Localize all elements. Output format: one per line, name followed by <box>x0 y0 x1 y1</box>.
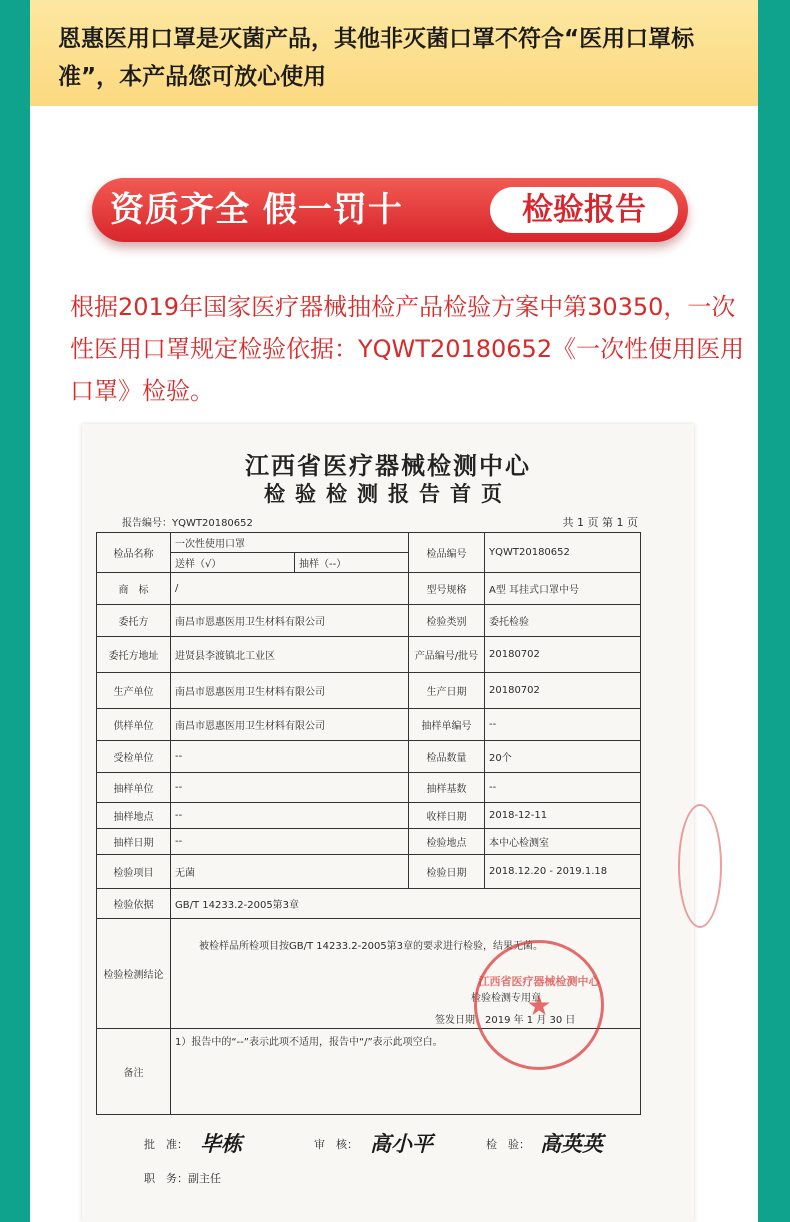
table-cell: 检验日期 <box>409 855 485 889</box>
table-cell: 检品名称 <box>97 533 171 573</box>
table-cell: -- <box>485 773 641 803</box>
inspect-signature: 高英英 <box>540 1131 603 1156</box>
table-cell: 委托方 <box>97 605 171 637</box>
review-label: 审 核： <box>314 1138 358 1151</box>
section-title-tag: 检验报告 <box>490 187 678 233</box>
table-cell: 收样日期 <box>409 803 485 829</box>
notice-banner <box>30 0 758 106</box>
table-cell: 抽样单编号 <box>409 709 485 741</box>
table-cell: -- <box>171 829 409 855</box>
table-cell: 送样（√） <box>171 553 295 573</box>
table-cell: 20180702 <box>485 673 641 709</box>
table-cell: YQWT20180652 <box>485 533 641 573</box>
table-cell: 抽样地点 <box>97 803 171 829</box>
table-cell: 型号规格 <box>409 573 485 605</box>
table-cell: 无菌 <box>171 855 409 889</box>
table-cell: 产品编号/批号 <box>409 637 485 673</box>
table-cell: 检验类别 <box>409 605 485 637</box>
signature-row <box>82 1126 694 1166</box>
report-title-org: 江西省医疗器械检测中心 <box>245 451 531 480</box>
table-cell: 一次性使用口罩 <box>171 533 409 553</box>
table-cell: 生产单位 <box>97 673 171 709</box>
edge-seal-icon <box>678 804 722 928</box>
table-cell: 检验依据 <box>97 889 171 919</box>
table-cell: 20个 <box>485 741 641 773</box>
table-cell: GB/T 14233.2-2005第3章 <box>171 889 641 919</box>
table-cell: 2018-12-11 <box>485 803 641 829</box>
review-signature: 高小平 <box>370 1131 433 1156</box>
seal-label: 检验检测专用章 <box>471 993 541 1004</box>
conclusion-text: 被检样品所检项目按GB/T 14233.2-2005第3章的要求进行检验，结果无菌。 <box>199 941 544 952</box>
table-cell: 南昌市恩惠医用卫生材料有限公司 <box>171 673 409 709</box>
table-cell: 南昌市恩惠医用卫生材料有限公司 <box>171 709 409 741</box>
table-cell: 备注 <box>97 1029 171 1115</box>
table-cell: 南昌市恩惠医用卫生材料有限公司 <box>171 605 409 637</box>
issue-date: 签发日期 2019 年 1 月 30 日 <box>435 1015 576 1026</box>
table-cell: 抽样基数 <box>409 773 485 803</box>
table-cell: 检验项目 <box>97 855 171 889</box>
table-cell: 供样单位 <box>97 709 171 741</box>
table-cell: 检品编号 <box>409 533 485 573</box>
approve-label: 批 准： <box>144 1138 188 1151</box>
table-cell: / <box>171 573 409 605</box>
inspection-description: 根据2019年国家医疗器械抽检产品检验方案中第30350，一次性医用口罩规定检验依据：YQWT20180652《一次性使用医用口罩》检验。 <box>70 293 745 405</box>
section-title <box>92 178 688 242</box>
page-info: 共 1 页 第 1 页 <box>562 516 638 529</box>
table-cell: 受检单位 <box>97 741 171 773</box>
table-cell: 委托检验 <box>485 605 641 637</box>
table-cell: 检验地点 <box>409 829 485 855</box>
table-cell: -- <box>485 709 641 741</box>
notice-text: 恩惠医用口罩是灭菌产品，其他非灭菌口罩不符合“医用口罩标准”，本产品您可放心使用 <box>58 26 695 90</box>
report-title-doc: 检验检测报告首页 <box>264 481 512 506</box>
inspection-report-image <box>82 424 694 1222</box>
table-cell: A型 耳挂式口罩中号 <box>485 573 641 605</box>
report-number: 报告编号：YQWT20180652 <box>122 518 253 529</box>
approve-signature: 毕栋 <box>200 1131 242 1156</box>
table-cell: 检验检测结论 <box>97 919 171 1029</box>
inspect-label: 检 验： <box>486 1138 530 1151</box>
table-cell: -- <box>171 803 409 829</box>
table-cell: 1）报告中的“--”表示此项不适用，报告中“/”表示此项空白。 <box>171 1029 641 1115</box>
table-cell: 2018.12.20 - 2019.1.18 <box>485 855 641 889</box>
table-cell: 本中心检测室 <box>485 829 641 855</box>
table-cell: 抽样单位 <box>97 773 171 803</box>
table-cell: 生产日期 <box>409 673 485 709</box>
table-cell: 检品数量 <box>409 741 485 773</box>
table-cell: 商 标 <box>97 573 171 605</box>
table-cell: 委托方地址 <box>97 637 171 673</box>
table-cell: 进贤县李渡镇北工业区 <box>171 637 409 673</box>
table-cell: 20180702 <box>485 637 641 673</box>
content-card <box>30 0 758 1222</box>
star-icon: ★ <box>526 989 552 1022</box>
table-cell: -- <box>171 741 409 773</box>
table-cell: -- <box>171 773 409 803</box>
duty-text: 职 务：副主任 <box>144 1172 221 1185</box>
seal-text: 江西省医疗器械检测中心 <box>478 975 600 988</box>
table-cell: 抽样（--） <box>295 553 409 573</box>
section-title-main: 资质齐全 假一罚十 <box>110 190 403 230</box>
table-cell: 抽样日期 <box>97 829 171 855</box>
official-seal <box>474 940 604 1070</box>
